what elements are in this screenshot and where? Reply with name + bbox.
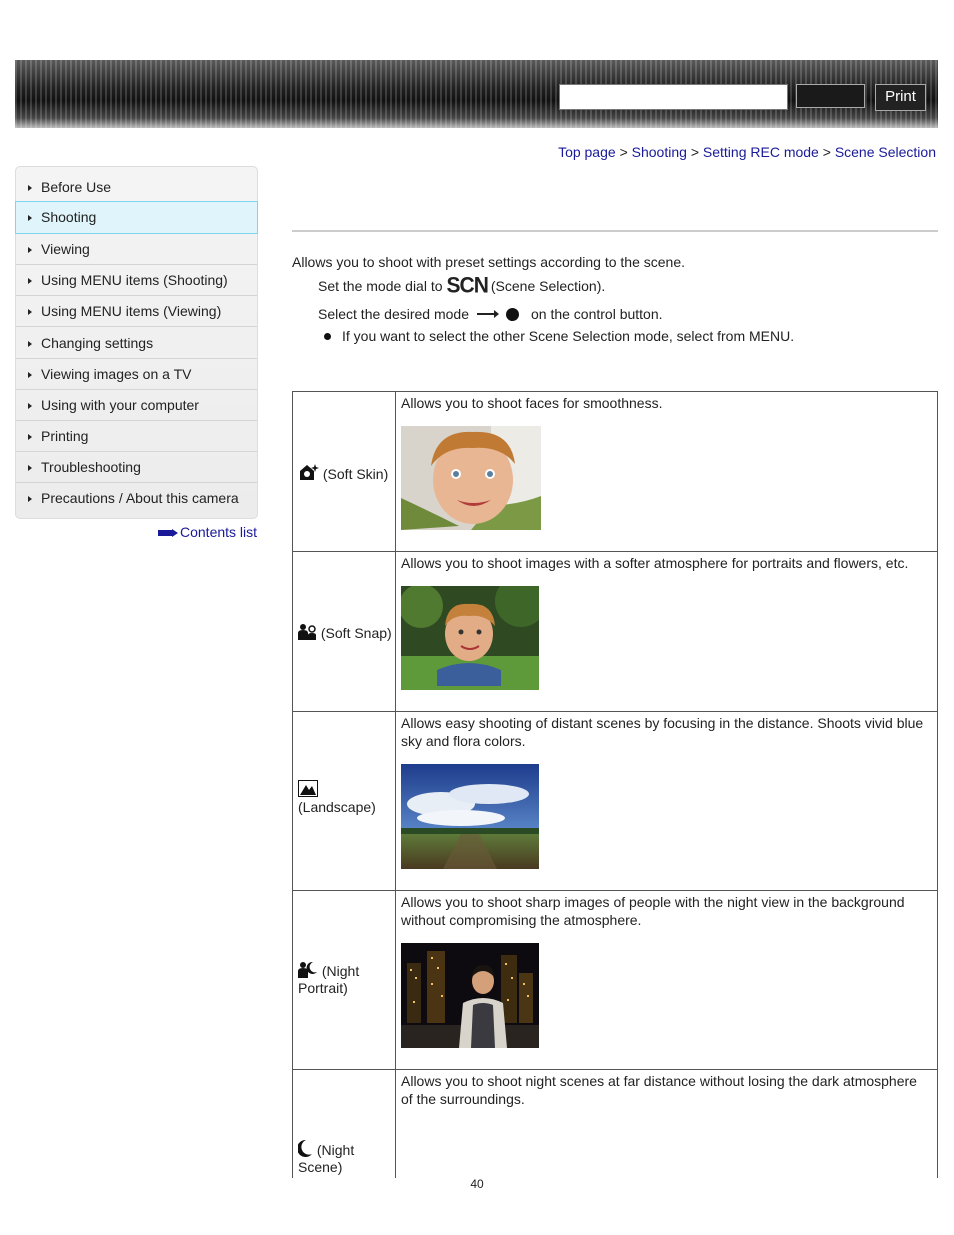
mode-description: Allows easy shooting of distant scenes by focusing in the distance. Shoots vivid blue sky and flora colors. (401, 715, 924, 749)
mode-description: Allows you to shoot night scenes at far distance without losing the dark atmosphere of the surroundings. (401, 1073, 917, 1107)
mode-cell (293, 712, 396, 890)
sidebar-item-troubleshooting[interactable] (16, 452, 257, 483)
triangle-right-icon (28, 247, 32, 253)
table-row (293, 1070, 937, 1178)
search-button[interactable] (796, 84, 865, 108)
breadcrumb-separator: > (619, 144, 628, 160)
sidebar-item-printing[interactable] (16, 421, 257, 452)
sidebar-item-label: Before Use (41, 179, 112, 195)
mode-description: Allows you to shoot faces for smoothness. (401, 395, 663, 411)
breadcrumb-separator: > (690, 144, 699, 160)
triangle-right-icon (28, 434, 32, 440)
mode-description: Allows you to shoot sharp images of people with the night view in the background without compromising the atmosphere. (401, 894, 905, 928)
step-1-suffix: (Scene Selection). (490, 278, 606, 294)
contents-list-label: Contents list (180, 524, 258, 540)
mode-cell (293, 891, 396, 1069)
sidebar-item-viewing-tv[interactable] (16, 359, 257, 390)
contents-list-link[interactable] (158, 524, 257, 540)
print-button[interactable]: Print (875, 84, 926, 111)
triangle-right-icon (28, 309, 32, 315)
sidebar-item-shooting[interactable] (15, 201, 258, 234)
sidebar-item-label: Using with your computer (41, 397, 199, 413)
landscape-sample-photo (401, 764, 539, 869)
mode-name-label: (Soft Snap) (320, 625, 392, 641)
sidebar-item-menu-viewing[interactable] (16, 296, 257, 327)
step-2-text: Select the desired mode (318, 306, 469, 322)
sidebar-item-label: Using MENU items (Shooting) (41, 272, 228, 288)
breadcrumb (558, 144, 936, 160)
sidebar-item-label: Viewing images on a TV (41, 366, 192, 382)
sidebar-item-label: Printing (41, 428, 89, 444)
night-portrait-sample-photo (401, 943, 539, 1048)
breadcrumb-scene-selection[interactable]: Scene Selection (834, 144, 936, 160)
soft-snap-icon (298, 623, 317, 640)
mode-name (298, 961, 392, 997)
mode-name (298, 1140, 392, 1176)
arrow-right-icon (158, 529, 178, 537)
sidebar-item-precautions[interactable] (16, 483, 257, 514)
triangle-right-icon (28, 278, 32, 284)
page-number: 40 (470, 1177, 484, 1191)
mode-name-label: (Landscape) (298, 799, 376, 815)
night-portrait-icon (298, 961, 318, 978)
step-2-suffix: on the control button. (530, 306, 663, 322)
bullet-icon (324, 333, 331, 340)
step-1 (318, 274, 605, 298)
breadcrumb-top-page[interactable]: Top page (558, 144, 616, 160)
table-row (293, 552, 937, 712)
note-text: If you want to select the other Scene Selection mode, select from MENU. (342, 328, 795, 344)
sidebar-item-changing-settings[interactable] (16, 328, 257, 359)
control-button-center-icon (506, 308, 519, 321)
step-2 (318, 306, 663, 322)
sidebar-item-label: Changing settings (41, 335, 154, 351)
mode-name (298, 623, 392, 642)
soft-snap-sample-photo (401, 586, 539, 690)
sidebar-item-label: Shooting (41, 209, 97, 225)
note (324, 328, 794, 344)
triangle-right-icon (28, 496, 32, 502)
sidebar-item-before-use[interactable] (16, 172, 257, 203)
landscape-icon (298, 780, 318, 797)
breadcrumb-separator: > (822, 144, 831, 160)
sidebar-item-label: Using MENU items (Viewing) (41, 303, 222, 319)
intro-text: Allows you to shoot with preset settings according to the scene. (292, 254, 685, 270)
breadcrumb-setting-rec-mode[interactable]: Setting REC mode (702, 144, 819, 160)
mode-cell (293, 1070, 396, 1178)
mode-cell (293, 552, 396, 711)
triangle-right-icon (28, 465, 32, 471)
mode-name (298, 780, 392, 816)
sidebar-item-viewing[interactable] (16, 234, 257, 265)
mode-description: Allows you to shoot images with a softer atmosphere for portraits and flowers, etc. (401, 555, 909, 571)
sidebar-item-computer[interactable] (16, 390, 257, 421)
mode-cell (293, 392, 396, 551)
step-1-text: Set the mode dial to (318, 278, 443, 294)
triangle-right-icon (28, 403, 32, 409)
triangle-right-icon (28, 341, 32, 347)
mode-name-label: (Soft Skin) (322, 466, 389, 482)
search-input[interactable] (559, 84, 788, 110)
table-row (293, 392, 937, 552)
table-row (293, 712, 937, 891)
header-bar (15, 60, 938, 128)
sidebar-item-label: Troubleshooting (41, 459, 141, 475)
scn-icon: SCN (446, 273, 488, 298)
breadcrumb-shooting[interactable]: Shooting (631, 144, 687, 160)
mode-name (298, 463, 392, 483)
soft-skin-icon (298, 463, 319, 481)
title-divider (292, 230, 938, 232)
scene-mode-table (292, 391, 938, 1178)
night-scene-icon (298, 1140, 313, 1157)
soft-skin-sample-photo (401, 426, 541, 530)
mode-name-label: (Night Portrait) (298, 963, 360, 996)
triangle-right-icon (28, 185, 32, 191)
arrow-right-icon (477, 313, 497, 315)
mode-name-label: (Night Scene) (298, 1142, 355, 1175)
sidebar-item-label: Viewing (41, 241, 90, 257)
triangle-right-icon (28, 215, 32, 221)
triangle-right-icon (28, 372, 32, 378)
table-row (293, 891, 937, 1070)
sidebar-item-label: Precautions / About this camera (41, 490, 239, 506)
sidebar-nav (15, 166, 258, 519)
sidebar-item-menu-shooting[interactable] (16, 265, 257, 296)
